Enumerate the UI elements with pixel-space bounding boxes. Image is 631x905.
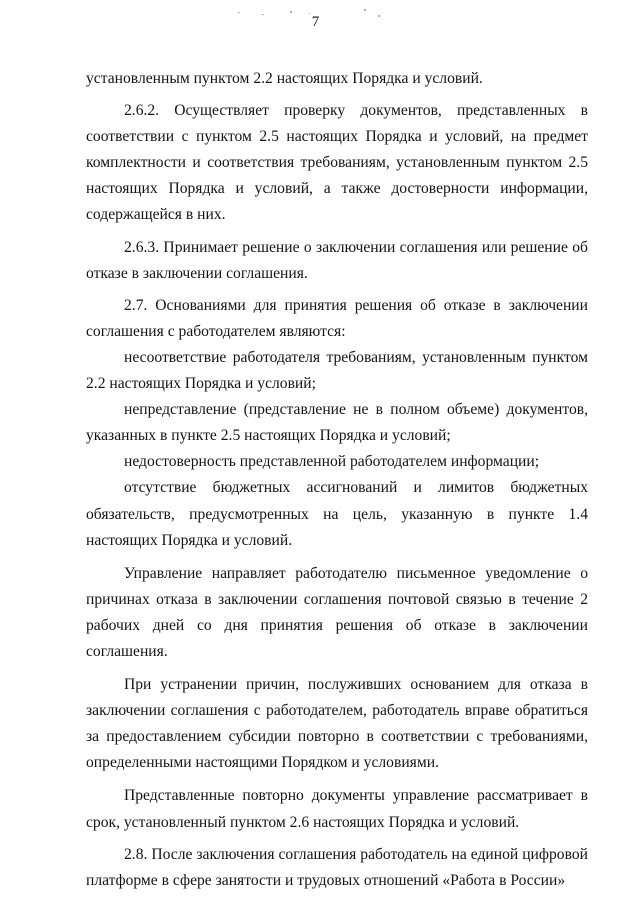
paragraph-2-6-2: 2.6.2. Осуществляет проверку документов, представленных в соответствии с пунктом 2.5 настоящих Порядка и условий, на предмет комплектности и соответствия требованиям, установленным пунктом 2.5 настоящих Порядка и условий, а также достоверности информации, содержащейся в них.	[86, 102, 588, 224]
paragraph-ground-noncompliance: несоответствие работодателя требованиям, установленным пунктом 2.2 настоящих Порядка и условий;	[86, 348, 588, 393]
paragraph-continuation: установленным пунктом 2.2 настоящих Порядка и условий.	[86, 70, 483, 87]
paragraph-2-6-3: 2.6.3. Принимает решение о заключении соглашения или решение об отказе в заключении соглашения.	[86, 238, 588, 282]
document-body	[86, 66, 588, 894]
paragraph-ground-false-information: недостоверность представленной работодателем информации;	[124, 453, 540, 471]
paragraph-2-7: 2.7. Основаниями для принятия решения об отказе в заключении соглашения с работодателем являются:	[86, 296, 588, 340]
page-number: 7	[311, 14, 320, 30]
paragraph-reapplication: При устранении причин, послуживших основанием для отказа в заключении соглашения с работодателем, работодатель вправе обратиться за предоставлением субсидии повторно в соответствии с требованиями, определенными настоящими Порядком и условиями.	[86, 676, 588, 772]
scan-artifact	[364, 9, 366, 11]
paragraph-refusal-notice: Управление направляет работодателю письменное уведомление о причинах отказа в заключении соглашения почтовой связью в течение 2 рабочих дней со дня принятия решения об отказе в заключении соглашения.	[86, 564, 588, 660]
paragraph-ground-no-budget: отсутствие бюджетных ассигнований и лимитов бюджетных обязательств, предусмотренных на цель, указанную в пункте 1.4 настоящих Порядка и условий.	[86, 479, 588, 549]
paragraph-ground-missing-documents: непредставление (представление не в полном объеме) документов, указанных в пункте 2.5 настоящих Порядка и условий;	[86, 401, 588, 445]
paragraph-repeat-review: Представленные повторно документы управление рассматривает в срок, установленный пунктом 2.6 настоящих Порядка и условий.	[86, 787, 588, 831]
paragraph-2-8: 2.8. После заключения соглашения работодатель на единой цифровой платформе в сфере занятости и трудовых отношений «Работа в России»	[86, 845, 588, 889]
